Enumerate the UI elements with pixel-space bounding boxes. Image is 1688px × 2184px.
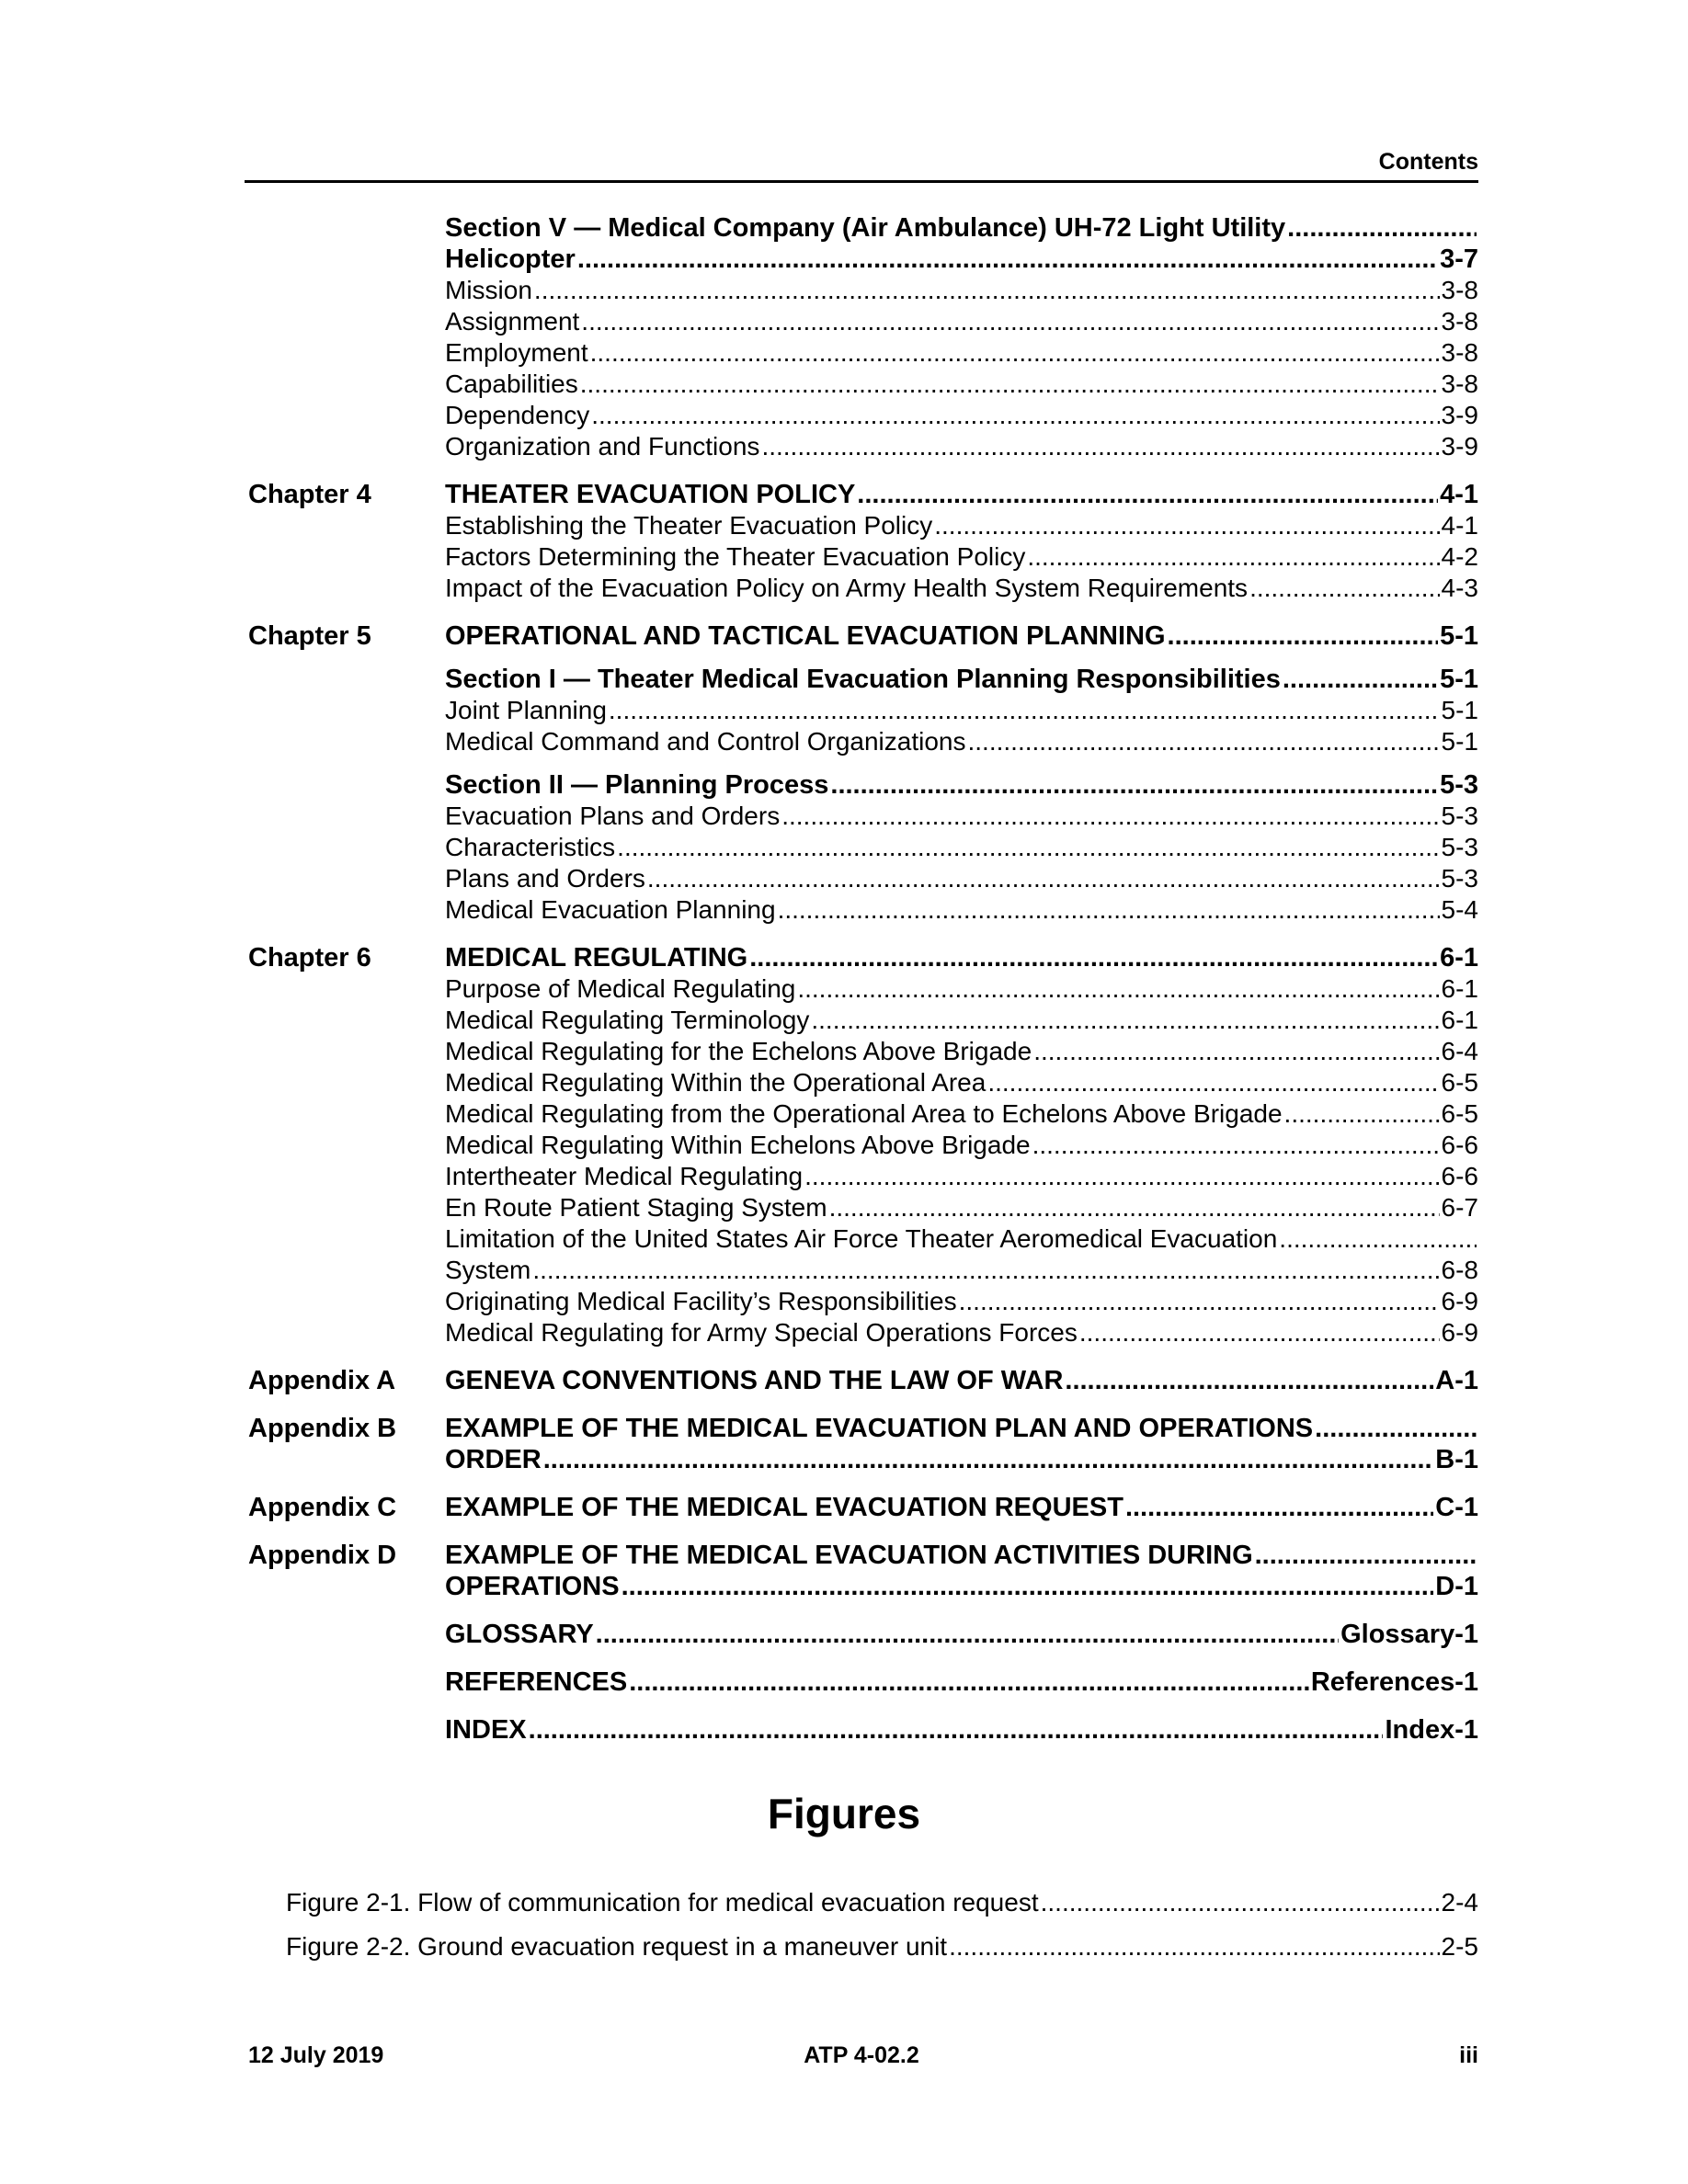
toc-entry-page: 6-5 [1441,1068,1478,1097]
toc-entry-text: Impact of the Evacuation Policy on Army Health System Requirements [445,574,1249,602]
toc-entry-text: Section I — Theater Medical Evacuation Planning Responsibilities [445,665,1281,694]
dot-leader [581,306,1439,337]
toc-entry-text: EXAMPLE OF THE MEDICAL EVACUATION ACTIVITIES DURING [445,1541,1253,1570]
dot-leader [1283,664,1438,695]
toc-entry[interactable] [445,1444,1478,1475]
toc-entry[interactable] [445,306,1478,337]
toc-group [245,1714,1478,1746]
toc-entry-text: Establishing the Theater Evacuation Policy [445,511,933,540]
toc-entry-page: C-1 [1435,1493,1478,1522]
toc-entry[interactable] [445,212,1478,244]
toc-entry[interactable] [445,1286,1478,1317]
toc-entry[interactable] [445,1619,1478,1650]
toc-entry[interactable] [445,369,1478,400]
dot-leader [781,801,1439,832]
toc-entry[interactable] [445,244,1478,275]
toc-entry-text: Limitation of the United States Air Force Theater Aeromedical Evacuation [445,1224,1278,1253]
toc-entry-text: Capabilities [445,370,578,398]
toc-entry[interactable] [445,726,1478,757]
toc-entry-page: 5-3 [1441,802,1478,830]
dot-leader [1249,573,1439,604]
toc-entry-text: Employment [445,338,588,367]
toc-entry[interactable] [445,1036,1478,1067]
toc-entry-page: 4-1 [1440,480,1478,509]
toc-entry-text: Medical Regulating for Army Special Operations Forces [445,1318,1078,1347]
toc-entry-text: En Route Patient Staging System [445,1193,827,1222]
toc-entry[interactable] [445,664,1478,695]
figures-heading: Figures [767,1790,921,1837]
toc-entry-text: EXAMPLE OF THE MEDICAL EVACUATION PLAN AND OPERATIONS [445,1414,1314,1443]
toc-entry-text: EXAMPLE OF THE MEDICAL EVACUATION REQUEST [445,1493,1123,1522]
dot-leader [529,1714,1384,1746]
toc-entry[interactable] [445,1492,1478,1523]
toc-entry-page: 5-1 [1440,665,1478,694]
toc-group [245,769,1478,926]
dot-leader [857,479,1438,510]
toc-entry-text: ORDER [445,1445,542,1474]
dot-leader [1168,620,1439,652]
toc-entry-text: Characteristics [445,833,616,861]
toc-entry[interactable] [445,894,1478,926]
page-header [245,147,1478,183]
toc-group [245,1413,1478,1475]
dot-leader [830,769,1438,801]
toc-entry[interactable] [445,1005,1478,1036]
dot-leader [590,337,1440,369]
toc-group [245,1619,1478,1650]
toc-entry-page: 6-1 [1440,943,1478,973]
dot-leader [622,1571,1434,1602]
figure-entry[interactable] [286,1925,1478,1969]
toc-entry[interactable] [445,1098,1478,1130]
toc-entry[interactable] [445,1317,1478,1348]
figure-entry-page: 2-5 [1441,1932,1478,1961]
toc-group [245,1492,1478,1523]
toc-entry-text: Section II — Planning Process [445,770,829,800]
toc-entry[interactable] [445,801,1478,832]
toc-entry[interactable] [445,1161,1478,1192]
toc-entry-text: Medical Regulating from the Operational Area to Echelons Above Brigade [445,1099,1283,1128]
toc-entry-text: GLOSSARY [445,1620,594,1649]
toc-entry-page: 6-6 [1441,1162,1478,1190]
toc-entry[interactable] [445,1067,1478,1098]
toc-group [245,664,1478,757]
toc-entry-page: 3-8 [1441,276,1478,304]
toc-entry-page: 3-8 [1441,338,1478,367]
figure-entry-text: Figure 2-1. Flow of communication for medical evacuation request [286,1888,1039,1917]
toc-entry-text: Purpose of Medical Regulating [445,974,796,1003]
toc-entry-page: References-1 [1310,1667,1478,1697]
toc-entry[interactable] [445,541,1478,573]
toc-entry-page: 3-8 [1441,370,1478,398]
dot-leader [1279,1223,1477,1255]
toc-entry-page: 6-9 [1441,1318,1478,1347]
dot-leader [959,1286,1440,1317]
toc-entry-text: THEATER EVACUATION POLICY [445,480,856,509]
toc-entry-text: Assignment [445,307,580,336]
toc-entry-page: 5-1 [1441,696,1478,724]
toc-entry-text: INDEX [445,1715,527,1745]
dot-leader [543,1444,1434,1475]
toc-entry-text: Medical Regulating Within Echelons Above Brigade [445,1131,1031,1159]
toc-entry-page: 5-3 [1440,770,1478,800]
dot-leader [797,973,1439,1005]
dot-leader [804,1161,1439,1192]
toc-entry[interactable] [445,1365,1478,1396]
toc-entry-text: Factors Determining the Theater Evacuation Policy [445,542,1026,571]
toc-entry-page: 4-2 [1441,542,1478,571]
dot-leader [761,431,1439,462]
toc-entry[interactable] [445,510,1478,541]
toc-entry-page: 6-8 [1441,1256,1478,1284]
toc-entry-text: Mission [445,276,532,304]
dot-leader [534,275,1440,306]
toc-entry-page: 3-9 [1441,401,1478,429]
figure-entry-page: 2-4 [1441,1888,1478,1917]
toc-entry-page: 6-1 [1441,1006,1478,1034]
toc-group-label: Appendix B [248,1414,397,1443]
dot-leader [596,1619,1339,1650]
toc-entry[interactable] [445,973,1478,1005]
toc-entry-text: Originating Medical Facility’s Responsibilities [445,1287,957,1315]
toc-entry-page: Glossary-1 [1340,1620,1478,1649]
toc-entry[interactable] [445,400,1478,431]
toc-entry-text: Joint Planning [445,696,607,724]
toc-group [245,1666,1478,1698]
toc-group [245,479,1478,604]
figure-entry-text: Figure 2-2. Ground evacuation request in a maneuver unit [286,1932,948,1961]
toc-entry-text: Dependency [445,401,590,429]
toc-entry-page: D-1 [1435,1572,1478,1601]
toc-group-label: Chapter 6 [248,943,371,973]
dot-leader [617,832,1439,863]
toc-entry[interactable] [445,1540,1478,1571]
toc-entry-page: Index-1 [1385,1715,1478,1745]
dot-leader [1284,1098,1440,1130]
toc-entry[interactable] [445,337,1478,369]
figure-list [286,1881,1478,1969]
dot-leader [577,244,1438,275]
toc-entry[interactable] [445,275,1478,306]
dot-leader [968,726,1440,757]
footer-doc-id: ATP 4-02.2 [804,2042,919,2068]
toc-entry-page: B-1 [1435,1445,1478,1474]
dot-leader [1287,212,1477,244]
toc-entry-text: Medical Regulating Terminology [445,1006,810,1034]
toc-entry-page: 3-7 [1440,245,1478,274]
dot-leader [778,894,1440,926]
dot-leader [949,1925,1439,1969]
toc-entry-text: Medical Evacuation Planning [445,895,776,924]
dot-leader [647,863,1440,894]
toc-group [245,620,1478,652]
toc-entry-page: 6-9 [1441,1287,1478,1315]
toc-group [245,1365,1478,1396]
toc-entry[interactable] [445,695,1478,726]
dot-leader [829,1192,1440,1223]
toc-entry-text: Organization and Functions [445,432,760,461]
toc-entry[interactable] [445,1223,1478,1255]
footer-date: 12 July 2019 [248,2042,384,2068]
toc-entry[interactable] [445,1571,1478,1602]
dot-leader [1315,1413,1477,1444]
toc-entry[interactable] [445,942,1478,973]
toc-entry-page: 4-1 [1441,511,1478,540]
toc-entry-text: Section V — Medical Company (Air Ambulance) UH-72 Light Utility [445,213,1286,243]
toc-entry-page: 5-1 [1440,621,1478,651]
toc-entry-text: REFERENCES [445,1667,628,1697]
dot-leader [1032,1130,1440,1161]
page-footer [245,2039,1478,2072]
toc-entry-page: 3-8 [1441,307,1478,336]
toc-entry[interactable] [445,431,1478,462]
toc-entry-text: OPERATIONAL AND TACTICAL EVACUATION PLANNING [445,621,1166,651]
toc-entry-page: 5-4 [1441,895,1478,924]
dot-leader [1125,1492,1433,1523]
dot-leader [1065,1365,1433,1396]
toc-group-label: Chapter 5 [248,621,371,651]
toc-entry-page: A-1 [1435,1366,1478,1395]
toc-group [245,1540,1478,1602]
toc-entry[interactable] [445,1130,1478,1161]
toc-entry-text: MEDICAL REGULATING [445,943,748,973]
figure-entry[interactable] [286,1881,1478,1925]
toc-group [245,212,1478,462]
toc-entry-page: 5-3 [1441,864,1478,893]
toc-entry[interactable] [445,620,1478,652]
toc-entry[interactable] [445,863,1478,894]
footer-page-number: iii [1459,2042,1478,2068]
toc-entry[interactable] [445,479,1478,510]
toc-entry-text: Plans and Orders [445,864,645,893]
toc-entry-text: Evacuation Plans and Orders [445,802,781,830]
toc-entry[interactable] [445,832,1478,863]
toc-group-label: Appendix A [248,1366,396,1395]
dot-leader [811,1005,1439,1036]
dot-leader [629,1666,1309,1698]
toc-entry[interactable] [445,1255,1478,1286]
dot-leader [1079,1317,1440,1348]
table-of-contents [245,212,1478,1746]
toc-entry[interactable] [445,1413,1478,1444]
toc-entry-page: 6-6 [1441,1131,1478,1159]
toc-entry-page: 4-3 [1441,574,1478,602]
dot-leader [609,695,1440,726]
toc-entry-text: Medical Regulating Within the Operational Area [445,1068,987,1097]
toc-entry-text: Helicopter [445,245,576,274]
toc-entry-page: 6-4 [1441,1037,1478,1065]
toc-entry[interactable] [445,573,1478,604]
toc-group-label: Chapter 4 [248,480,371,509]
toc-entry-text: Intertheater Medical Regulating [445,1162,804,1190]
toc-entry-page: 6-1 [1441,974,1478,1003]
toc-entry-text: Medical Command and Control Organizations [445,727,966,756]
toc-entry[interactable] [445,1666,1478,1698]
dot-leader [1041,1881,1440,1925]
dot-leader [987,1067,1439,1098]
header-title: Contents [1378,149,1478,175]
toc-entry-page: 5-1 [1441,727,1478,756]
toc-entry-page: 6-5 [1441,1099,1478,1128]
toc-entry[interactable] [445,769,1478,801]
toc-entry-text: Medical Regulating for the Echelons Above Brigade [445,1037,1032,1065]
toc-entry[interactable] [445,1714,1478,1746]
toc-entry-text: OPERATIONS [445,1572,620,1601]
toc-entry-text: GENEVA CONVENTIONS AND THE LAW OF WAR [445,1366,1064,1395]
dot-leader [532,1255,1439,1286]
dot-leader [1255,1540,1477,1571]
dot-leader [749,942,1438,973]
dot-leader [580,369,1440,400]
dot-leader [1027,541,1439,573]
dot-leader [1033,1036,1439,1067]
toc-entry-text: System [445,1256,531,1284]
dot-leader [591,400,1439,431]
toc-entry-page: 6-7 [1441,1193,1478,1222]
toc-entry-page: 5-3 [1441,833,1478,861]
toc-group-label: Appendix D [248,1541,397,1570]
toc-group [245,942,1478,1348]
toc-entry[interactable] [445,1192,1478,1223]
toc-group-label: Appendix C [248,1493,397,1522]
toc-entry-page: 3-9 [1441,432,1478,461]
dot-leader [934,510,1439,541]
